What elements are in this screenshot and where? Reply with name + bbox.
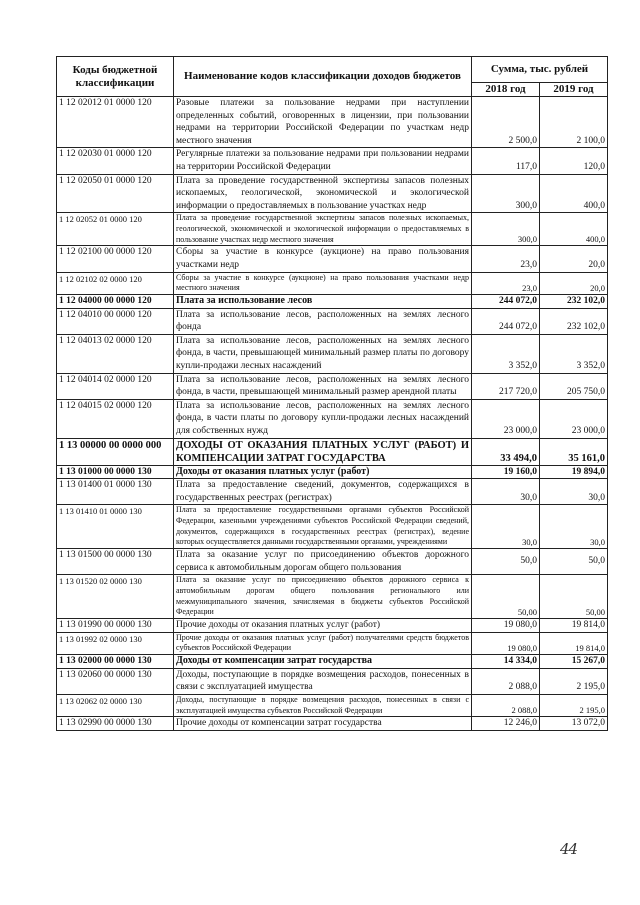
row-code: 1 13 01000 00 0000 130 — [57, 465, 174, 479]
table-row — [57, 174, 608, 213]
row-value-2018: 117,0 — [472, 148, 540, 174]
row-name: Регулярные платежи за пользование недрами при пользовании недрами на территории Российской Федерации — [174, 148, 472, 174]
row-value-2019: 232 102,0 — [540, 308, 608, 334]
row-value-2019: 232 102,0 — [540, 295, 608, 309]
row-value-2018: 217 720,0 — [472, 373, 540, 399]
table-row — [57, 632, 608, 654]
row-code: 1 13 01990 00 0000 130 — [57, 619, 174, 633]
row-name: Доходы от компенсации затрат государства — [174, 655, 472, 669]
row-name: Прочие доходы от компенсации затрат государства — [174, 717, 472, 731]
row-name: Прочие доходы от оказания платных услуг (работ) — [174, 619, 472, 633]
row-code: 1 12 02012 01 0000 120 — [57, 97, 174, 148]
row-code: 1 12 04014 02 0000 120 — [57, 373, 174, 399]
row-value-2018: 30,0 — [472, 505, 540, 549]
row-name: Плата за использование лесов, расположенных на землях лесного фонда — [174, 308, 472, 334]
page-number: 44 — [560, 840, 578, 858]
row-value-2018: 2 500,0 — [472, 97, 540, 148]
row-name: Плата за использование лесов, расположенных на землях лесного фонда, в части платы по договору купли-продажи лесных насаждений для собственных нужд — [174, 399, 472, 438]
row-code: 1 12 02030 01 0000 120 — [57, 148, 174, 174]
row-code: 1 13 01410 01 0000 130 — [57, 505, 174, 549]
table-row — [57, 717, 608, 731]
table-row — [57, 505, 608, 549]
row-name: Плата за оказание услуг по присоединению объектов дорожного сервиса к автомобильным дорогам общего пользования регионального или межмуниципального значения, зачисляемая в бюджеты субъектов Российской Федерации — [174, 575, 472, 619]
header-name: Наименование кодов классификации доходов бюджетов — [174, 57, 472, 97]
row-code: 1 12 02100 00 0000 120 — [57, 246, 174, 272]
table-row — [57, 213, 608, 246]
row-value-2019: 400,0 — [540, 174, 608, 213]
row-code: 1 12 02102 02 0000 120 — [57, 272, 174, 294]
table-row — [57, 97, 608, 148]
row-value-2018: 23 000,0 — [472, 399, 540, 438]
row-code: 1 13 01500 00 0000 130 — [57, 549, 174, 575]
row-name: Доходы, поступающие в порядке возмещения расходов, понесенных в связи с эксплуатацией имущества — [174, 668, 472, 694]
row-name: Плата за проведение государственной экспертизы запасов полезных ископаемых, геологической, экономической и экологической информации о предоставляемых в пользование участках недр — [174, 174, 472, 213]
row-value-2019: 30,0 — [540, 479, 608, 505]
row-value-2019: 50,0 — [540, 549, 608, 575]
table-row — [57, 246, 608, 272]
row-code: 1 13 02000 00 0000 130 — [57, 655, 174, 669]
row-value-2019: 120,0 — [540, 148, 608, 174]
table-row — [57, 619, 608, 633]
row-value-2018: 300,0 — [472, 213, 540, 246]
row-value-2018: 19 160,0 — [472, 465, 540, 479]
row-value-2019: 30,0 — [540, 505, 608, 549]
table-row — [57, 373, 608, 399]
header-sum: Сумма, тыс. рублей — [472, 57, 608, 83]
table-row — [57, 575, 608, 619]
row-code: 1 13 00000 00 0000 000 — [57, 438, 174, 465]
row-name: Разовые платежи за пользование недрами при наступлении определенных событий, оговоренных в лицензии, при пользовании недрами на территории Российской Федерации по участкам недр местного значения — [174, 97, 472, 148]
row-name: Доходы, поступающие в порядке возмещения расходов, понесенных в связи с эксплуатацией имущества субъектов Российской Федерации — [174, 694, 472, 716]
row-name: Плата за использование лесов, расположенных на землях лесного фонда, в части, превышающей минимальный размер платы по договору купли-продажи лесных насаждений — [174, 334, 472, 373]
row-code: 1 12 04013 02 0000 120 — [57, 334, 174, 373]
table-row — [57, 308, 608, 334]
row-value-2018: 23,0 — [472, 246, 540, 272]
row-code: 1 12 02050 01 0000 120 — [57, 174, 174, 213]
row-value-2018: 33 494,0 — [472, 438, 540, 465]
row-value-2018: 3 352,0 — [472, 334, 540, 373]
row-value-2019: 35 161,0 — [540, 438, 608, 465]
row-code: 1 13 02990 00 0000 130 — [57, 717, 174, 731]
row-name: Доходы от оказания платных услуг (работ) — [174, 465, 472, 479]
table-row — [57, 438, 608, 465]
table-row — [57, 655, 608, 669]
row-value-2019: 19 814,0 — [540, 632, 608, 654]
table-row — [57, 272, 608, 294]
row-value-2018: 2 088,0 — [472, 694, 540, 716]
row-value-2018: 244 072,0 — [472, 295, 540, 309]
row-value-2019: 2 195,0 — [540, 694, 608, 716]
row-code: 1 12 04000 00 0000 120 — [57, 295, 174, 309]
table-row — [57, 668, 608, 694]
header-codes: Коды бюджетной классификации — [57, 57, 174, 97]
row-value-2019: 400,0 — [540, 213, 608, 246]
row-name: Прочие доходы от оказания платных услуг (работ) получателями средств бюджетов субъектов Российской Федерации — [174, 632, 472, 654]
row-value-2018: 14 334,0 — [472, 655, 540, 669]
row-value-2019: 20,0 — [540, 246, 608, 272]
row-value-2018: 244 072,0 — [472, 308, 540, 334]
row-value-2018: 50,0 — [472, 549, 540, 575]
row-code: 1 13 02060 00 0000 130 — [57, 668, 174, 694]
row-name: Сборы за участие в конкурсе (аукционе) на право пользования участками недр — [174, 246, 472, 272]
row-value-2019: 13 072,0 — [540, 717, 608, 731]
row-code: 1 12 02052 01 0000 120 — [57, 213, 174, 246]
table-row — [57, 694, 608, 716]
row-code: 1 13 02062 02 0000 130 — [57, 694, 174, 716]
row-value-2018: 23,0 — [472, 272, 540, 294]
header-year-2018: 2018 год — [472, 83, 540, 97]
row-code: 1 13 01520 02 0000 130 — [57, 575, 174, 619]
row-name: Плата за проведение государственной экспертизы запасов полезных ископаемых, геологической, экономической и экологической информации о предоставляемых в пользование участках недр местного значения — [174, 213, 472, 246]
row-value-2019: 2 195,0 — [540, 668, 608, 694]
row-code: 1 13 01400 01 0000 130 — [57, 479, 174, 505]
table-row — [57, 334, 608, 373]
row-name: Плата за оказание услуг по присоединению объектов дорожного сервиса к автомобильным дорогам общего пользования — [174, 549, 472, 575]
row-name: Плата за предоставление государственными органами субъектов Российской Федерации, казенными учреждениями субъектов Российской Федерации сведений, документов, содержащихся в государственных реестрах (регистрах), ведение которых осуществляется данными государственными органами, учреждениями — [174, 505, 472, 549]
row-name: Плата за предоставление сведений, документов, содержащихся в государственных реестрах (регистрах) — [174, 479, 472, 505]
row-value-2019: 20,0 — [540, 272, 608, 294]
row-value-2019: 3 352,0 — [540, 334, 608, 373]
table-row — [57, 479, 608, 505]
row-value-2019: 50,00 — [540, 575, 608, 619]
row-value-2019: 23 000,0 — [540, 399, 608, 438]
row-value-2019: 19 814,0 — [540, 619, 608, 633]
table-row — [57, 399, 608, 438]
budget-revenue-table — [56, 56, 608, 731]
row-name: Плата за использование лесов — [174, 295, 472, 309]
row-name: Плата за использование лесов, расположенных на землях лесного фонда, в части, превышающей минимальный размер арендной платы — [174, 373, 472, 399]
header-year-2019: 2019 год — [540, 83, 608, 97]
row-value-2018: 50,00 — [472, 575, 540, 619]
row-value-2018: 30,0 — [472, 479, 540, 505]
row-code: 1 13 01992 02 0000 130 — [57, 632, 174, 654]
row-name: ДОХОДЫ ОТ ОКАЗАНИЯ ПЛАТНЫХ УСЛУГ (РАБОТ) И КОМПЕНСАЦИИ ЗАТРАТ ГОСУДАРСТВА — [174, 438, 472, 465]
row-value-2019: 205 750,0 — [540, 373, 608, 399]
row-value-2019: 2 100,0 — [540, 97, 608, 148]
table-row — [57, 148, 608, 174]
table-row — [57, 465, 608, 479]
row-value-2018: 19 080,0 — [472, 619, 540, 633]
row-value-2019: 15 267,0 — [540, 655, 608, 669]
row-value-2018: 12 246,0 — [472, 717, 540, 731]
row-value-2018: 2 088,0 — [472, 668, 540, 694]
row-value-2019: 19 894,0 — [540, 465, 608, 479]
table-row — [57, 295, 608, 309]
row-value-2018: 300,0 — [472, 174, 540, 213]
table-row — [57, 549, 608, 575]
row-name: Сборы за участие в конкурсе (аукционе) на право пользования участками недр местного значения — [174, 272, 472, 294]
row-code: 1 12 04010 00 0000 120 — [57, 308, 174, 334]
budget-revenue-table-sheet — [56, 56, 607, 731]
row-value-2018: 19 080,0 — [472, 632, 540, 654]
row-code: 1 12 04015 02 0000 120 — [57, 399, 174, 438]
